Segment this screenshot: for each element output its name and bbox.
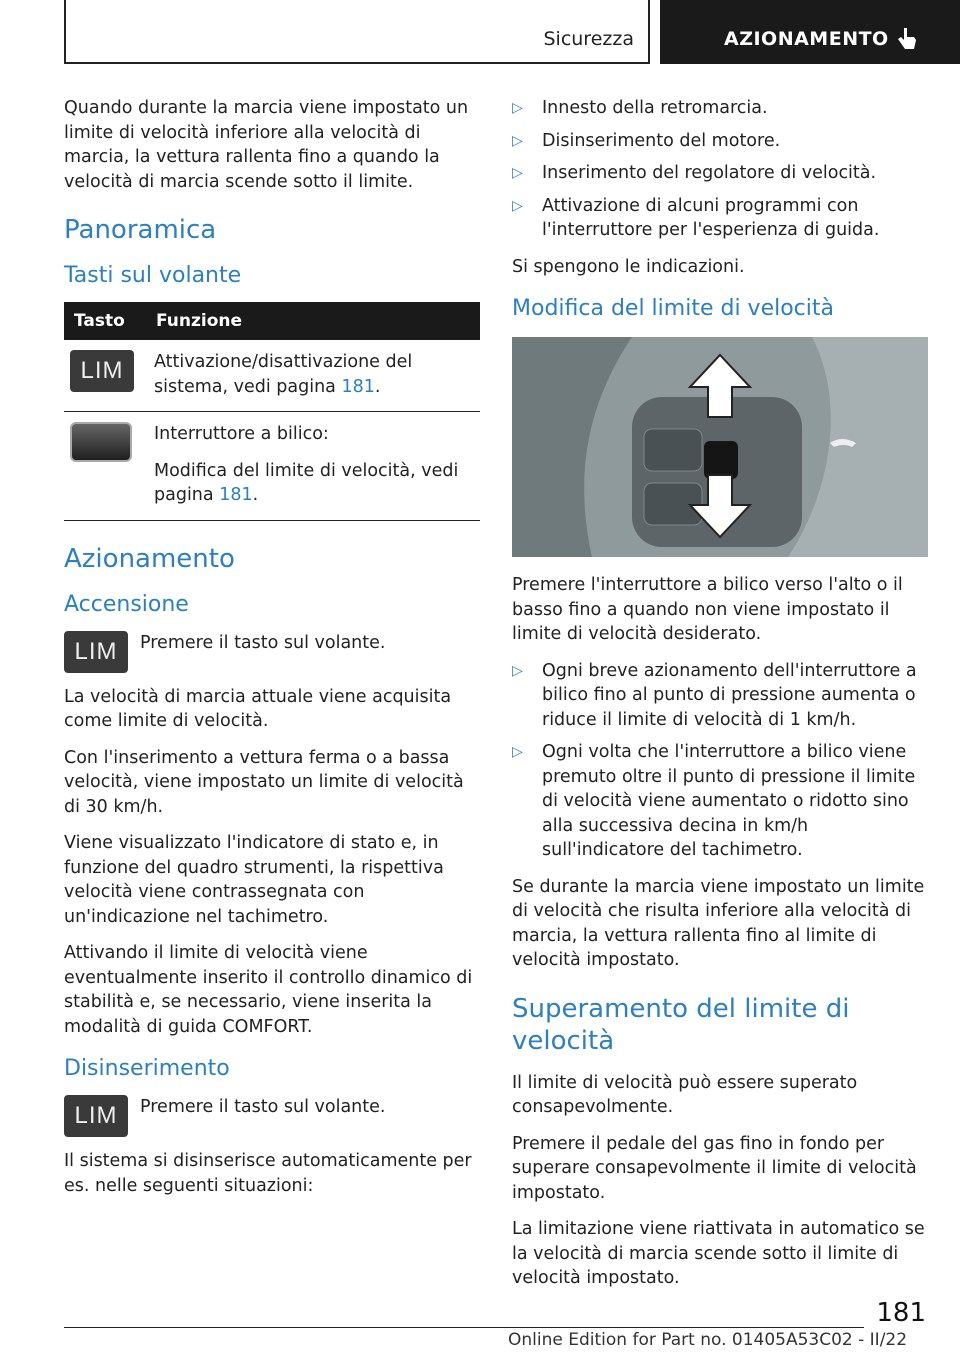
page-link[interactable]: 181 bbox=[341, 376, 375, 397]
lim-button-icon: LIM bbox=[70, 350, 134, 392]
paragraph: Viene visualizzato l'indicatore di stato e, in funzione del quadro strumenti, la rispettiva velocità viene contrassegnata con un'indicazione nel tachimetro. bbox=[64, 833, 444, 927]
row2-end: . bbox=[252, 485, 259, 505]
paragraph: La limitazione viene riattivata in automatico se la velocità di marcia scende sotto il limite di velocità impostato. bbox=[512, 1219, 925, 1288]
row2-line1: Interruttore a bilico: bbox=[154, 424, 329, 444]
paragraph: Se durante la marcia viene impostato un limite di velocità che risulta inferiore alla velocità di marcia, la vettura rallenta fino al limite di velocità impostato. bbox=[512, 876, 925, 970]
table-row bbox=[64, 412, 480, 521]
lim-button-icon: LIM bbox=[64, 1095, 128, 1137]
paragraph: Si spengono le indicazioni. bbox=[512, 256, 745, 277]
header-section-box bbox=[64, 0, 650, 64]
header-section-title: Sicurezza bbox=[543, 28, 634, 50]
heading-overview: Panoramica bbox=[64, 215, 217, 245]
list-item: ▷ Inserimento del regolatore di velocità. bbox=[512, 161, 928, 186]
heading-operation: Azionamento bbox=[64, 543, 235, 574]
row2-text: Modifica del limite di velocità, vedi pagina bbox=[154, 460, 459, 505]
steering-wheel-image bbox=[512, 337, 928, 557]
paragraph: Premere il pedale del gas fino in fondo per superare consapevolmente il limite di velocità impostato. bbox=[512, 1133, 917, 1203]
hand-pointer-icon bbox=[896, 26, 918, 52]
lim-button-icon: LIM bbox=[64, 631, 128, 673]
list-item: ▷ Attivazione di alcuni programmi con l'interruttore per l'esperienza di guida. bbox=[512, 194, 928, 243]
list-item: ▷ Disinserimento del motore. bbox=[512, 129, 928, 154]
list-item: ▷ Ogni volta che l'interruttore a bilico viene premuto oltre il punto di pressione il limite di velocità viene aumentato o ridotto sino alla successiva decina in km/h sull'indicatore del tachimetro. bbox=[512, 740, 928, 863]
paragraph: Con l'inserimento a vettura ferma o a bassa velocità, viene impostato un limite di velocità di 30 km/h. bbox=[64, 747, 464, 817]
page-link[interactable]: 181 bbox=[219, 485, 253, 505]
heading-exceed-limit: Superamento del limite di velocità bbox=[512, 993, 850, 1056]
table-row bbox=[64, 340, 480, 412]
paragraph: Il limite di velocità può essere superato consapevolmente. bbox=[512, 1072, 858, 1117]
activation-text: Premere il tasto sul volante. bbox=[140, 632, 386, 653]
page-number: 181 bbox=[876, 1298, 926, 1328]
deactivation-text: Premere il tasto sul volante. bbox=[140, 1097, 386, 1117]
paragraph: Il sistema si disinserisce automaticamente per es. nelle seguenti situazioni: bbox=[64, 1151, 472, 1196]
paragraph: Premere l'interruttore a bilico verso l'alto o il basso fino a quando non viene impostato il limite di velocità desiderato. bbox=[512, 575, 903, 644]
heading-activation: Accensione bbox=[64, 591, 189, 617]
footer-divider bbox=[64, 1327, 864, 1328]
footer-edition: Online Edition for Part no. 01405A53C02 - II/22 bbox=[508, 1330, 908, 1350]
intro-paragraph: Quando durante la marcia viene impostato un limite di velocità inferiore alla velocità di marcia, la vettura rallenta fino a quando la velocità di marcia scende sotto il limite. bbox=[64, 98, 469, 192]
heading-modify-limit: Modifica del limite di velocità bbox=[512, 296, 834, 321]
heading-steering-buttons: Tasti sul volante bbox=[64, 263, 242, 288]
buttons-table bbox=[64, 302, 480, 521]
rocker-switch-icon bbox=[70, 422, 132, 462]
list-item: ▷ Ogni breve azionamento dell'interruttore a bilico fino al punto di pressione aumenta o riduce il limite di velocità di 1 km/h. bbox=[512, 659, 928, 733]
paragraph: La velocità di marcia attuale viene acquisita come limite di velocità. bbox=[64, 686, 452, 731]
header-chapter-box bbox=[660, 0, 960, 64]
right-column bbox=[512, 96, 928, 1303]
rocker-list bbox=[512, 659, 928, 863]
table-header-function: Funzione bbox=[146, 302, 480, 340]
heading-deactivation: Disinserimento bbox=[64, 1056, 230, 1081]
table-header-key: Tasto bbox=[64, 302, 146, 340]
row1-text: Attivazione/disattivazione del sistema, vedi pagina bbox=[154, 352, 413, 397]
header-chapter-title: AZIONAMENTO bbox=[724, 28, 889, 50]
row1-end: . bbox=[374, 376, 381, 397]
deactivation-list bbox=[512, 96, 928, 243]
paragraph: Attivando il limite di velocità viene eventualmente inserito il controllo dinamico di stabilità e, se necessario, viene inserita la modalità di guida COMFORT. bbox=[64, 943, 473, 1037]
list-item: ▷ Innesto della retromarcia. bbox=[512, 96, 928, 121]
left-column bbox=[64, 96, 480, 1210]
